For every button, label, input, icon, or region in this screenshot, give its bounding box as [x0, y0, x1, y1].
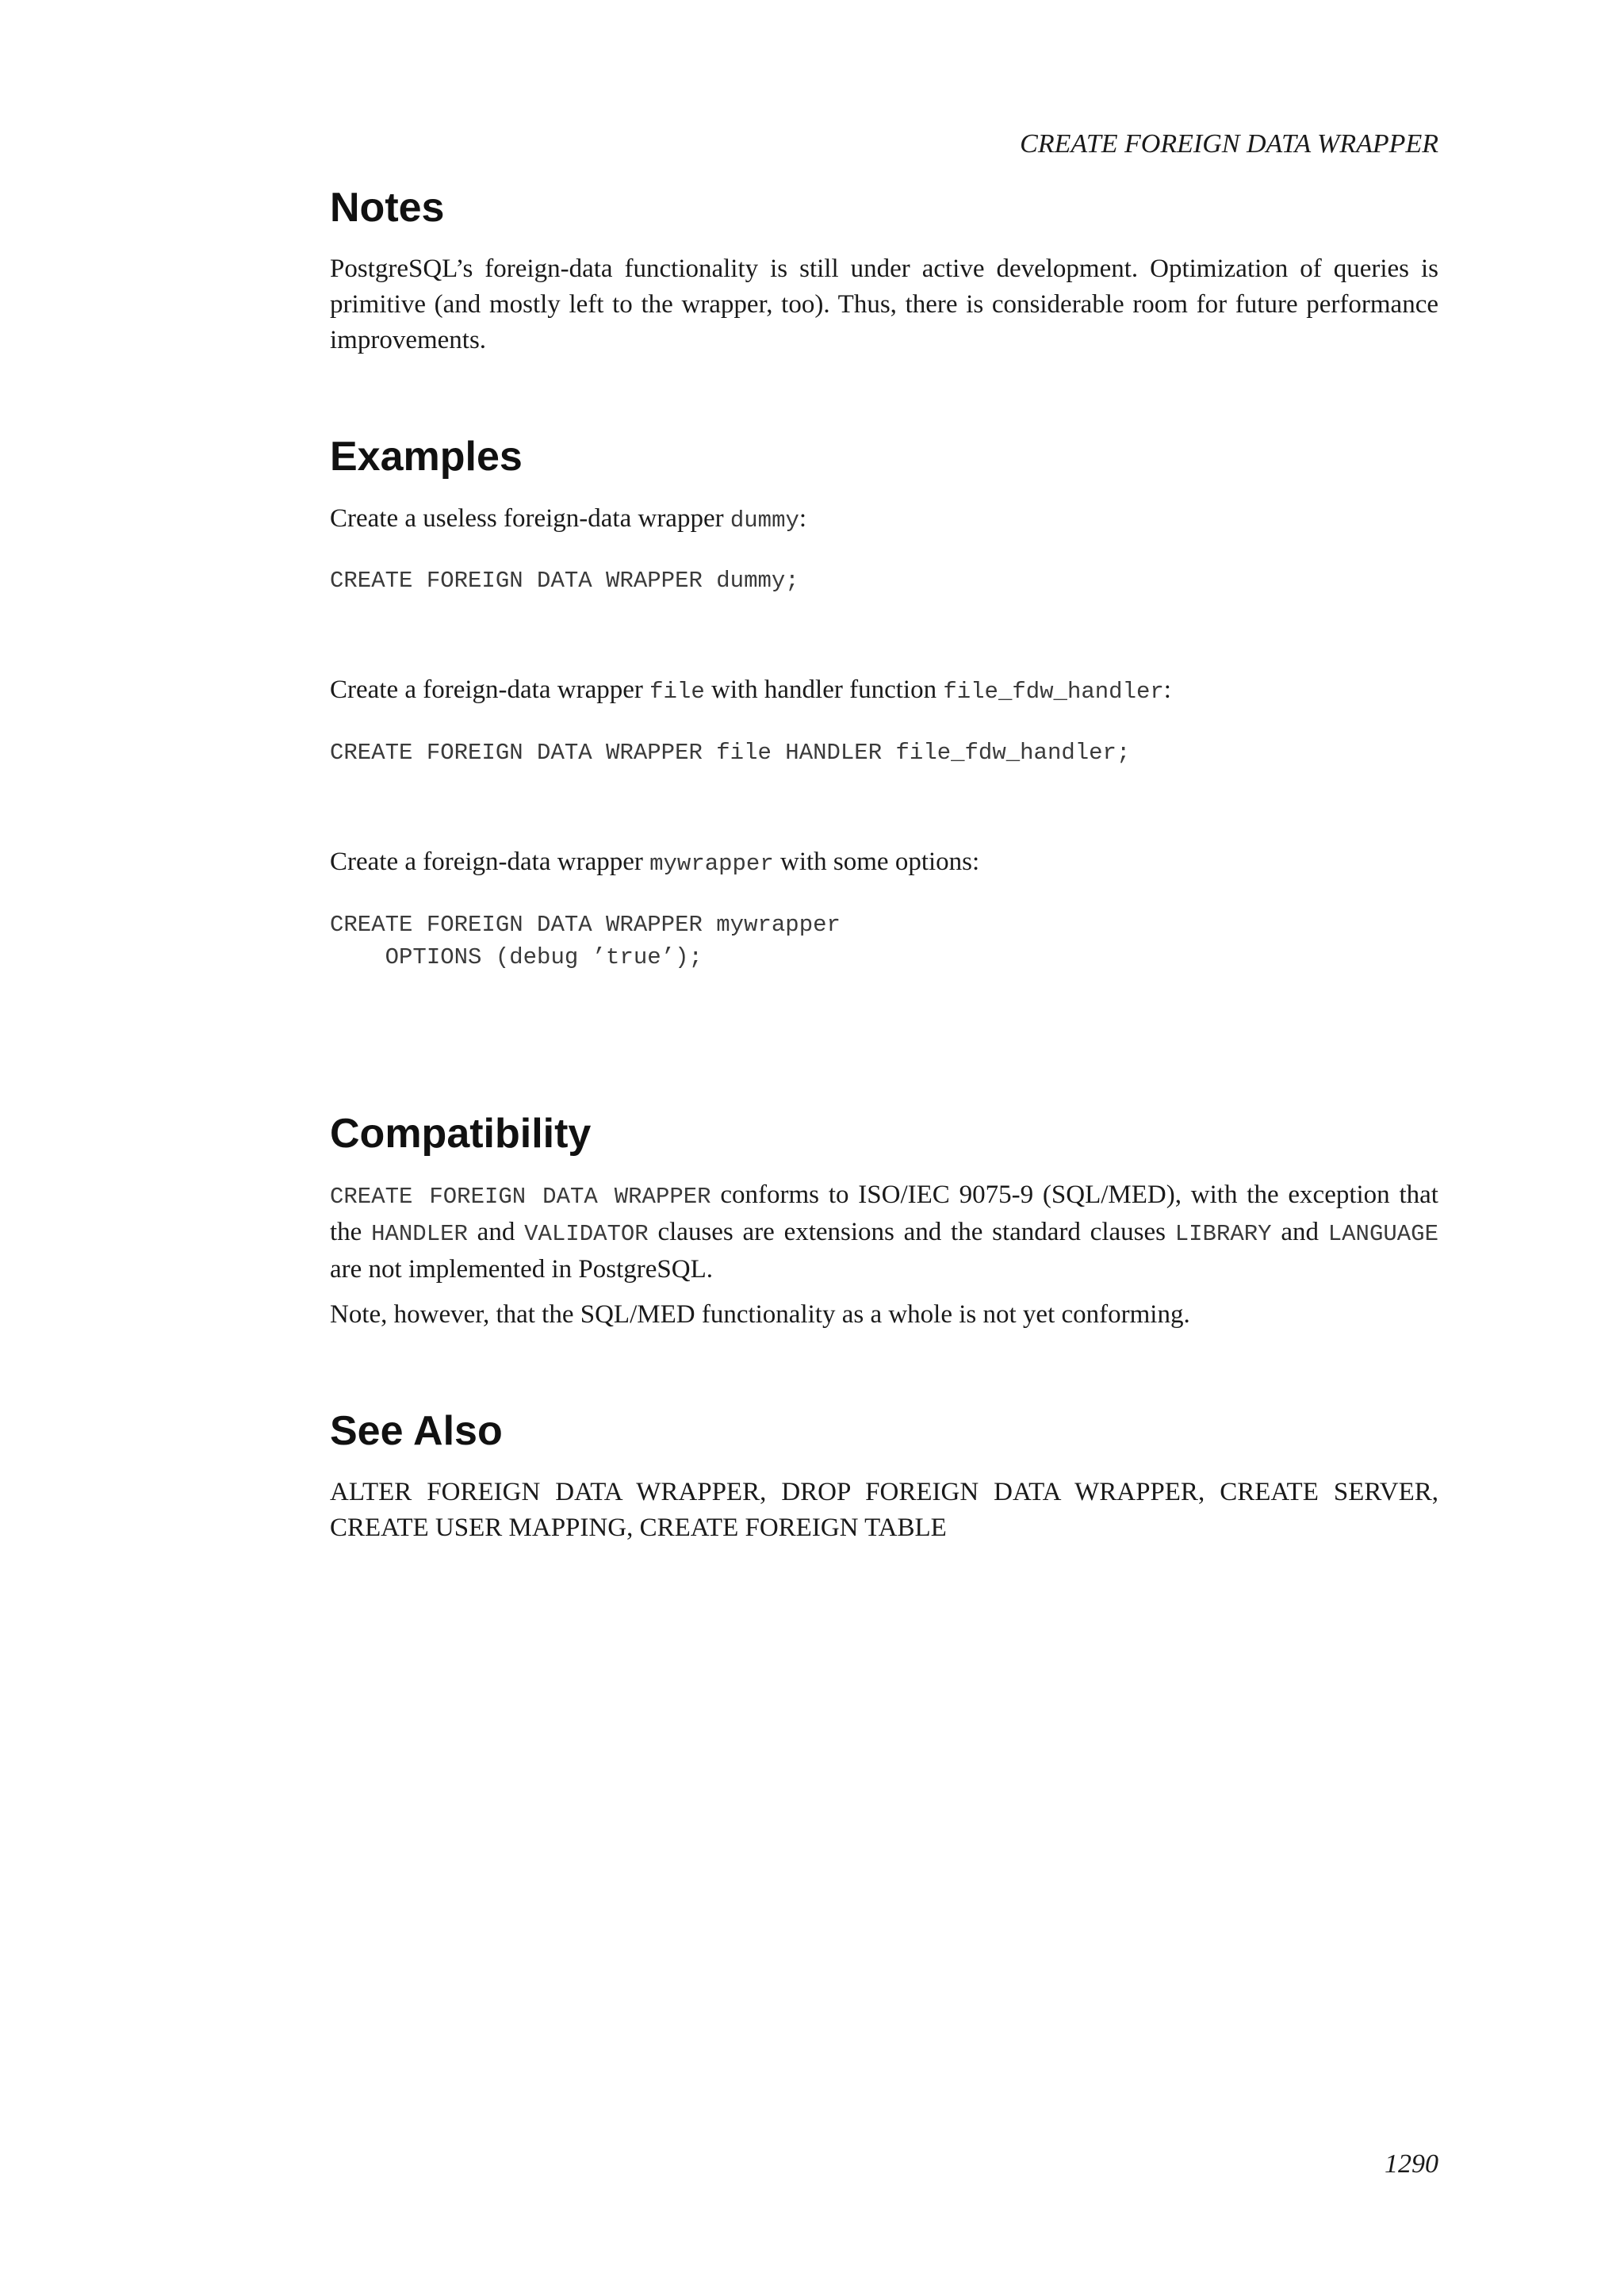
example-3-intro: Create a foreign-data wrapper mywrapper with some options:: [330, 848, 980, 877]
inline-code: LANGUAGE: [1327, 1221, 1438, 1247]
compatibility-paragraph-2: Note, however, that the SQL/MED functionality as a whole is not yet conforming.: [330, 1300, 1190, 1329]
see-also-link[interactable]: CREATE USER MAPPING: [330, 1513, 627, 1542]
page-number: 1290: [1385, 2149, 1438, 2179]
see-also-link[interactable]: CREATE SERVER: [1220, 1478, 1432, 1506]
inline-code: VALIDATOR: [524, 1221, 649, 1247]
inline-code: HANDLER: [371, 1221, 468, 1247]
example-1-code: CREATE FOREIGN DATA WRAPPER dummy;: [330, 568, 799, 594]
see-also-link[interactable]: ALTER FOREIGN DATA WRAPPER: [330, 1478, 760, 1506]
inline-code: LIBRARY: [1174, 1221, 1272, 1247]
example-2-intro: Create a foreign-data wrapper file with handler function file_fdw_handler:: [330, 675, 1171, 705]
example-3-code: CREATE FOREIGN DATA WRAPPER mywrapper OPTIONS (debug ’true’);: [330, 912, 841, 970]
running-head: CREATE FOREIGN DATA WRAPPER: [1020, 129, 1438, 159]
see-also-heading: See Also: [330, 1408, 503, 1454]
inline-code: file: [649, 679, 705, 705]
document-page: [330, 0, 1438, 2296]
see-also-link[interactable]: DROP FOREIGN DATA WRAPPER: [781, 1478, 1198, 1506]
see-also-links: [330, 1475, 1438, 1546]
example-1-intro: Create a useless foreign-data wrapper dummy:: [330, 504, 807, 534]
link-separator: ,: [1431, 1478, 1438, 1506]
examples-heading: Examples: [330, 434, 523, 480]
inline-code: CREATE FOREIGN DATA WRAPPER: [330, 1184, 711, 1210]
link-separator: ,: [1197, 1478, 1220, 1506]
compatibility-paragraph-1: CREATE FOREIGN DATA WRAPPER conforms to ISO/IEC 9075-9 (SQL/MED), with the exception that the HANDLER and VALIDATOR clauses are extensions and the standard clauses LIBRARY and LANGUAGE are not implemented in PostgreSQL.: [330, 1181, 1438, 1284]
example-2-code: CREATE FOREIGN DATA WRAPPER file HANDLER file_fdw_handler;: [330, 740, 1131, 766]
notes-paragraph: PostgreSQL’s foreign-data functionality is still under active development. Optimization of queries is primitive (and mostly left to the wrapper, too). Thus, there is considerable room for future performance improvements.: [330, 254, 1438, 354]
inline-code: mywrapper: [649, 851, 774, 877]
inline-code: dummy: [730, 507, 799, 534]
link-separator: ,: [760, 1478, 782, 1506]
link-separator: ,: [626, 1513, 640, 1542]
inline-code: file_fdw_handler: [943, 679, 1164, 705]
compatibility-heading: Compatibility: [330, 1111, 592, 1157]
see-also-link[interactable]: CREATE FOREIGN TABLE: [639, 1513, 947, 1542]
notes-heading: Notes: [330, 185, 445, 231]
